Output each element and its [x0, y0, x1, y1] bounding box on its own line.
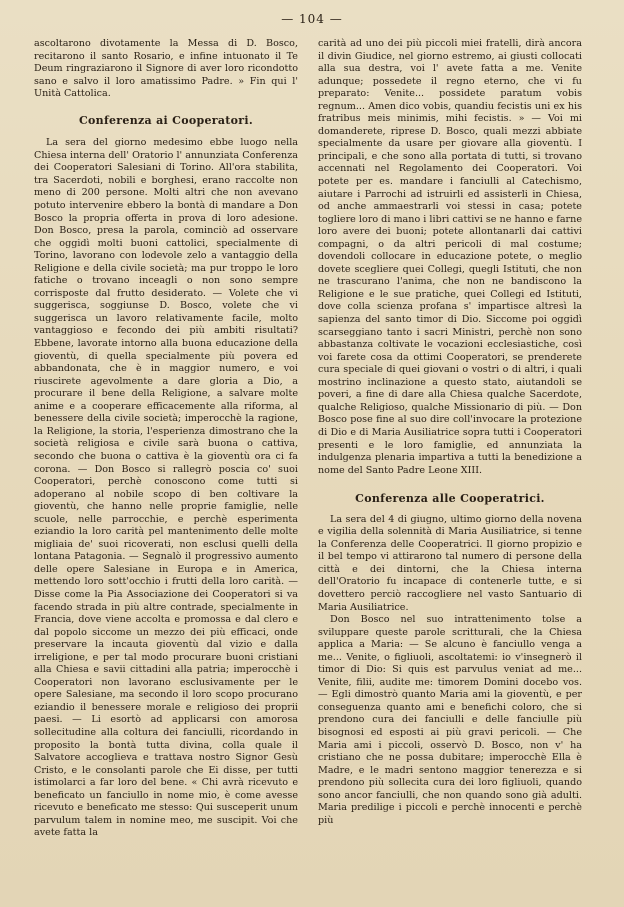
right-column: [318, 38, 582, 827]
right-body-paragraph-2: La sera del 4 di giugno, ultimo giorno della novena e vigilia della solennità di Maria Ausiliatrice, si tenne la Conferenza delle Cooperatrici. Il giorno propizio e il bel tempo vi attirarono tal numero di persone della città e dei dintorni, che la Chiesa interna dell'Oratorio fu incapace di contenerle tutte, e si dovettero perciò raccogliere nel vasto Santuario di Maria Ausiliatrice.: [318, 513, 582, 613]
left-column: [34, 38, 298, 840]
right-body-paragraph-1: carità ad uno dei più piccoli miei fratelli, dirà ancora il divin Giudice, nel giorno estremo, ai giusti collocati alla sua destra, voi l' avete fatta a me. Venite adunque; possedete il regno eterno, che vi fu preparato: Venite... possidete paratum vobis regnum... Amen dico vobis, quandiu fecistis uni ex his fratribus meis minimis, mihi fecistis. » — Voi mi domanderete, riprese D. Bosco, quali mezzi abbiate specialmente da usare per giovare alla gioventù. I principali, e che sono alla portata di tutti, si trovano accennati nel Regolamento dei Cooperatori. Voi potete per es. mandare i fanciulli al Catechismo, aiutare i Parrochi ad istruirli ed assisterli in Chiesa, od anche ammaestrarli voi stessi in casa; potete togliere loro di mano i libri cattivi se ne hanno e farne loro avere dei buoni; potete allontanarli dai cattivi compagni, o da altri pericoli di mal costume; dovendoli collocare in educazione potete, o meglio dovete scegliere quei Collegi, quegli Istituti, che non ne trascurano l'anima, che non ne bandiscono la Religione e le sue pratiche, quei Collegi ed Istituti, dove colla scienza profana s' impartisce altresì la sapienza del santo timor di Dio. Siccome poi oggidì scarseggiano tanto i sacri Ministri, perchè non sono abbastanza coltivate le vocazioni ecclesiastiche, così voi farete cosa da ottimi Cooperatori, se prenderete cura speciale di quei giovani o vostri o di altri, i quali mostrino inclinazione a questo stato, aiutandoli se poveri, a fine di dare alla Chiesa qualche Sacerdote, qualche Religioso, qualche Missionario di più. — Don Bosco pose fine al suo dire coll'invocare la protezione di Dio e di Maria Ausiliatrice sopra tutti i Cooperatori presenti e le loro famiglie, ed annunziata la indulgenza plenaria impartiva a tutti la benedizione a nome del Santo Padre Leone XIII.: [318, 38, 582, 476]
right-body-paragraph-3: Don Bosco nel suo intrattenimento tolse a sviluppare queste parole scritturali, che la Chiesa applica a Maria: — Se alcuno è fanciullo venga a me... Venite, o figliuoli, ascoltatemi: io v'insegnerò il timor di Dio: Si quis est parvulus veniat ad me... Venite, filii, audite me: timorem Domini docebo vos. — Egli dimostrò quanto Maria ami la gioventù, e per conseguenza quanto ami e benefichi coloro, che si prendono cura dei fanciulli e delle fanciulle più bisognosi ed esposti ai più gravi pericoli. — Che Maria ami i piccoli, osservò D. Bosco, non v' ha cristiano che ne possa dubitare; imperocchè Ella è Madre, e le madri sentono maggior tenerezza e si prendono più sollecita cura dei loro figliuoli, quando sono ancor fanciulli, che non quando sono già adulti. Maria predilige i piccoli e perchè innocenti e perchè più: [318, 614, 582, 826]
left-body-paragraph: La sera del giorno medesimo ebbe luogo nella Chiesa interna dell' Oratorio l' annunziata Conferenza dei Cooperatori Salesiani di Torino. All'ora stabilita, tra Sacerdoti, nobili e borghesi, erano raccolte non meno di 200 persone. Molti altri che non avevano potuto intervenire ebbero la bontà di mandare a Don Bosco la propria offerta in prova di loro adesione. Don Bosco, presa la parola, cominciò ad osservare che oggidì molti buoni cattolici, specialmente di Torino, lavorano con lodevole zelo a vantaggio della Religione e della civile società; ma pur troppo le loro fatiche o trovano inceagli o non sono sempre corrisposte dal frutto desiderato. — Volete che vi suggerisca, soggiunse D. Bosco, volete che vi suggerisca un lavoro relativamente facile, molto vantaggioso e fecondo dei più ambiti risultati? Ebbene, lavorate intorno alla buona educazione della gioventù, di quella specialmente più povera ed abbandonata, che è in maggior numero, e voi riuscirete agevolmente a dare gloria a Dio, a procurare il bene della Religione, a salvare molte anime e a cooperare efficacemente alla riforma, al benessere della civile società; imperocchè la ragione, la Religione, la storia, l'esperienza dimostrano che la società religiosa e civile sarà buona o cattiva, secondo che buona o cattiva è la gioventù ora ci fa corona. — Don Bosco si rallegrò poscia co' suoi Cooperatori, perchè conoscono come tutti si adoperano al nobile scopo di ben coltivare la gioventù, che hanno nelle proprie famiglie, nelle scuole, nelle parrocchie, e perchè esperimenta eziandio la loro carità pel mantenimento delle molte migliaia de' suoi ricoverati, non esclusi quelli della lontana Patagonia. — Segnalò il progressivo aumento delle opere Salesiane in Europa e in America, mettendo loro sott'occhio i frutti della loro carità. — Disse come la Pia Associazione dei Cooperatori si va facendo strada in più altre contrade, specialmente in Francia, dove viene accolta e promossa e dal clero e dal popolo siccome un mezzo dei più efficaci, onde preservare la incauta gioventù dal vizio e dalla irreligione, e per tal modo procurare buoni cristiani alla Chiesa e savii cittadini alla patria; imperocchè i Cooperatori non lavorano esclusivamente per le opere Salesiane, ma secondo il loro scopo procurano eziandio il benessere morale e religioso dei proprii paesi. — Li esortò ad applicarsi con amorosa sollecitudine alla coltura dei fanciulli, ricordando in proposito la bontà tutta divina, colla quale il Salvatore accoglieva e trattava nostro Signor Gesù Cristo, e le consolanti parole che Ei disse, per tutti istimolarci a far loro del bene. « Chi avrà ricevuto e beneficato un fanciullo in nome mio, è come avesse ricevuto e beneficato me stesso: Qui susceperit unum parvulum talem in nomine meo, me suscipit. Voi che avete fatta la: [34, 137, 298, 839]
page-number: — 104 —: [281, 12, 343, 26]
heading-conferenza-cooperatori: Conferenza ai Cooperatori.: [78, 113, 253, 127]
left-intro-paragraph: ascoltarono divotamente la Messa di D. Bosco, recitarono il santo Rosario, e infine intuonato il Te Deum ringraziarono il Signore di aver loro ricondotto sano e salvo il loro amatissimo Padre. » Fin qui l' Unità Cattolica.: [34, 38, 298, 100]
heading-conferenza-cooperatrici: Conferenza alle Cooperatrici.: [355, 492, 545, 506]
